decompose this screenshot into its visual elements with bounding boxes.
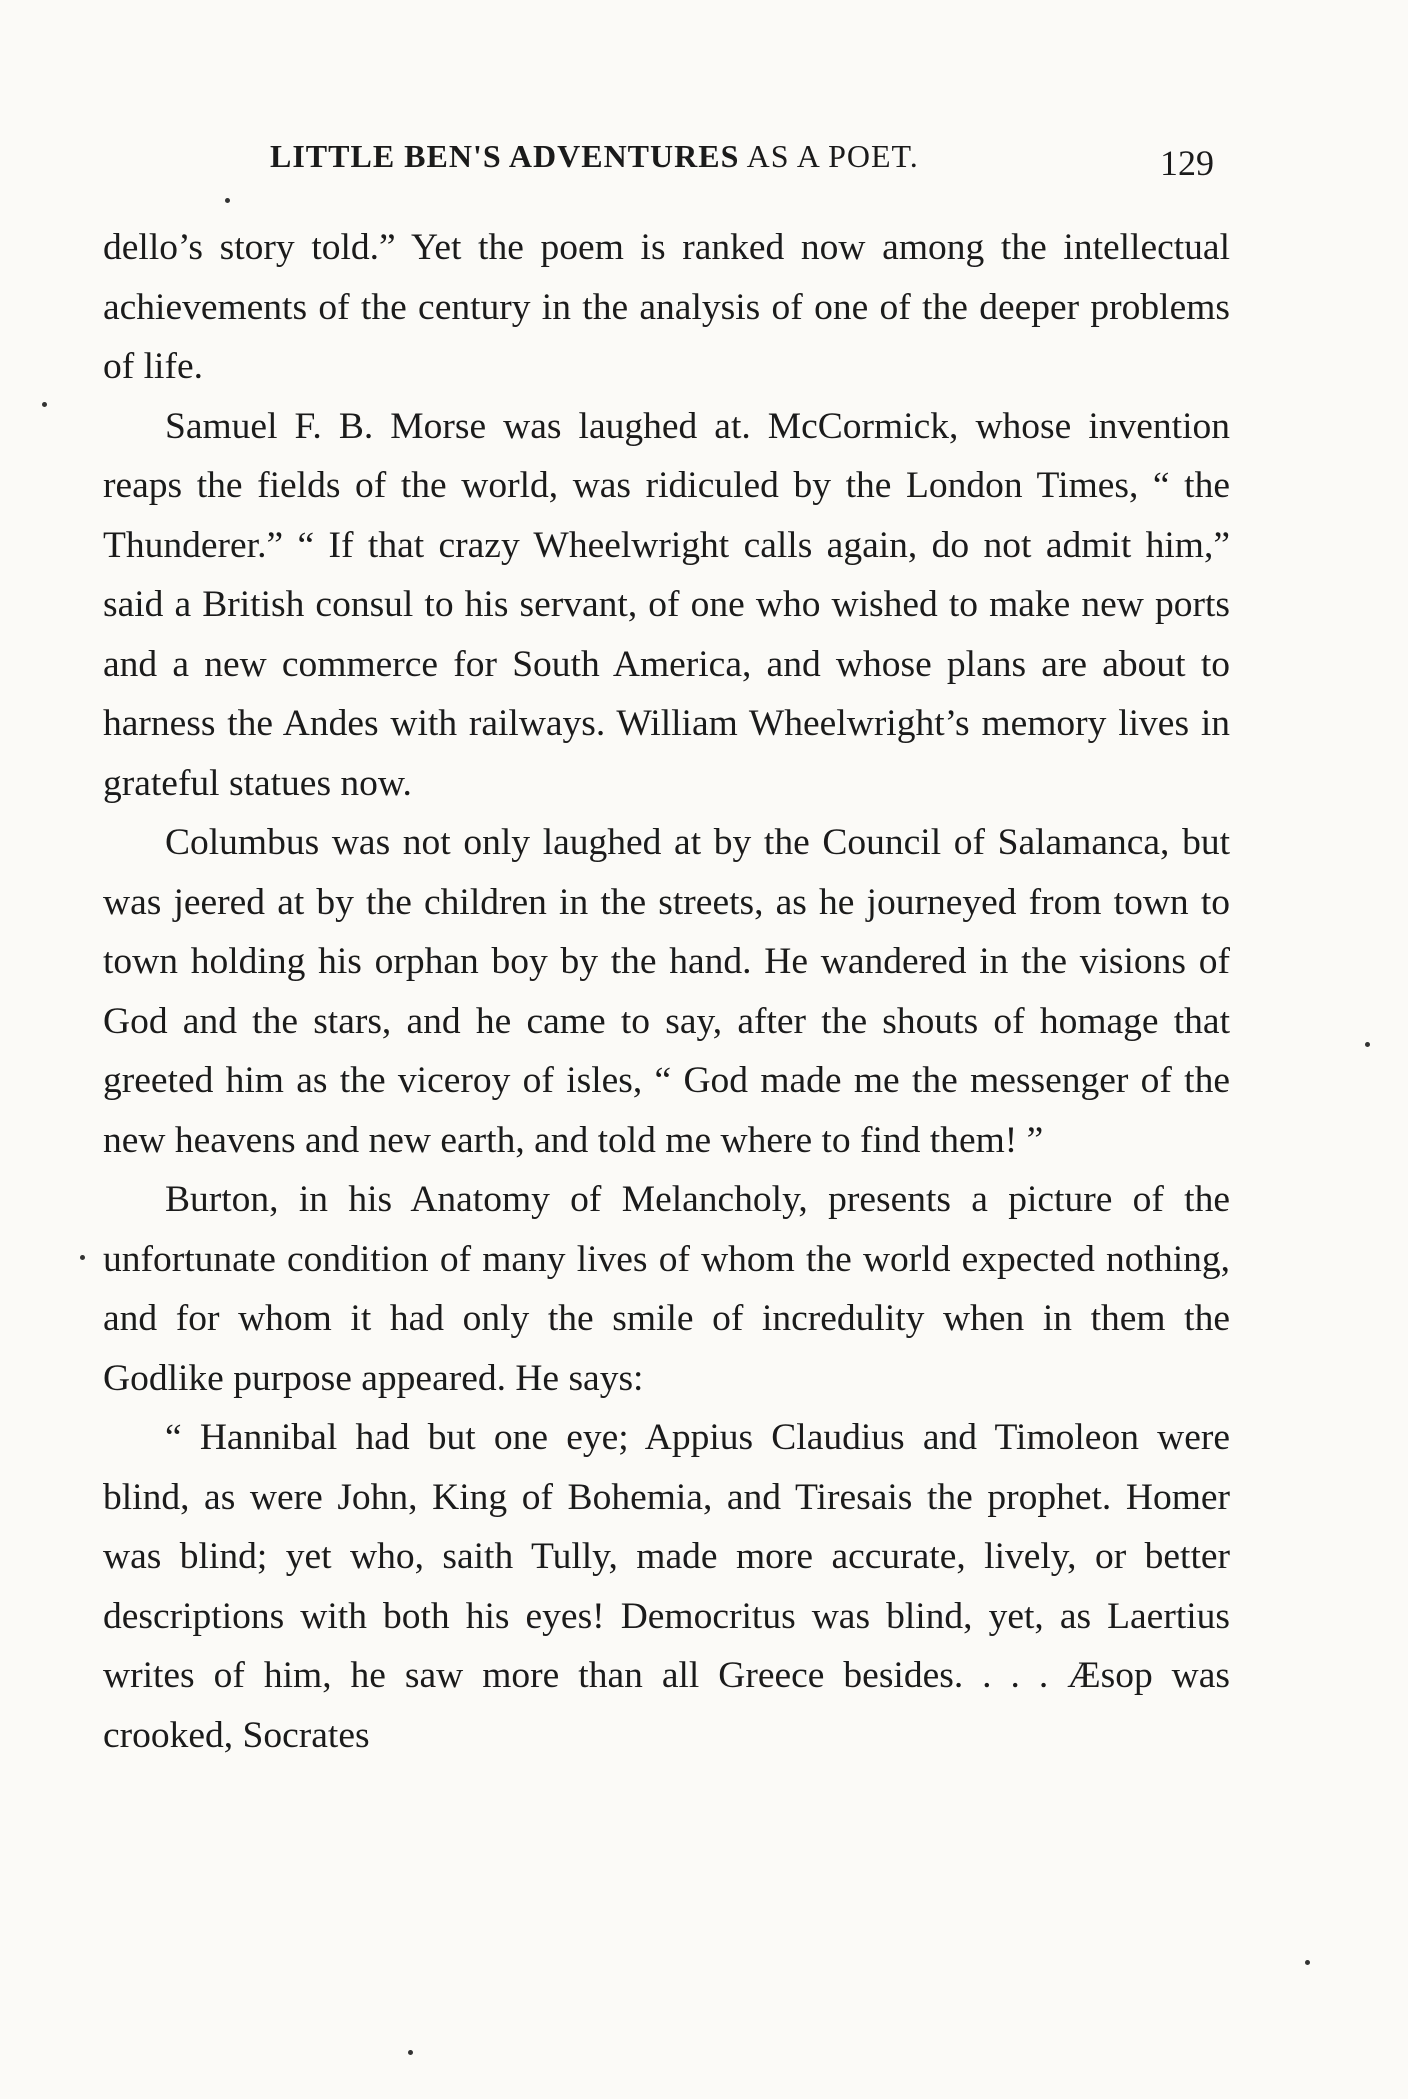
paragraph-burton: Burton, in his Anatomy of Melancholy, presents a picture of the unfortunate condition of many lives of whom the world expected nothing, and for whom it had only the smile of incredulity when in them the Godlike purpose appeared. He says: <box>103 1179 1230 1399</box>
running-head-regular: AS A POET. <box>746 138 919 174</box>
paragraph-quotation: “ Hannibal had but one eye; Appius Claudius and Timoleon were blind, as were John, King of Bohemia, and Tiresais the prophet. Homer was blind; yet who, saith Tully, made more accurate, lively, or better descriptions with both his eyes! Democritus was blind, yet, as Laertius writes of him, he saw more than all Greece besides. . . . Æsop was crooked, Socrates <box>103 1417 1230 1756</box>
scan-speck <box>42 402 47 407</box>
running-head-bold: LITTLE BEN'S ADVENTURES <box>270 138 740 174</box>
scan-speck <box>80 1255 85 1260</box>
body-text <box>103 218 1230 1765</box>
paragraph-columbus: Columbus was not only laughed at by the Council of Salamanca, but was jeered at by the children in the streets, as he journeyed from town to town holding his orphan boy by the hand. He wandered in the visions of God and the stars, and he came to say, after the shouts of homage that greeted him as the viceroy of isles, “ God made me the messenger of the new heavens and new earth, and told me where to find them! ” <box>103 822 1230 1161</box>
page-number: 129 <box>1160 143 1214 183</box>
paragraph-continued: dello’s story told.” Yet the poem is ranked now among the intellectual achievements of the century in the analysis of one of the deeper problems of life. <box>103 227 1230 387</box>
scan-speck <box>225 198 230 203</box>
scan-speck <box>1365 1042 1370 1047</box>
paragraph-morse: Samuel F. B. Morse was laughed at. McCormick, whose invention reaps the fields of the world, was ridiculed by the London Times, “ the Thunderer.” “ If that crazy Wheelwright calls again, do not admit him,” said a British consul to his servant, of one who wished to make new ports and a new commerce for South America, and whose plans are about to harness the Andes with railways. William Wheelwright’s memory lives in grateful statues now. <box>103 405 1230 804</box>
scan-speck <box>408 2050 413 2055</box>
running-head <box>270 138 919 175</box>
scan-speck <box>1305 1960 1310 1965</box>
